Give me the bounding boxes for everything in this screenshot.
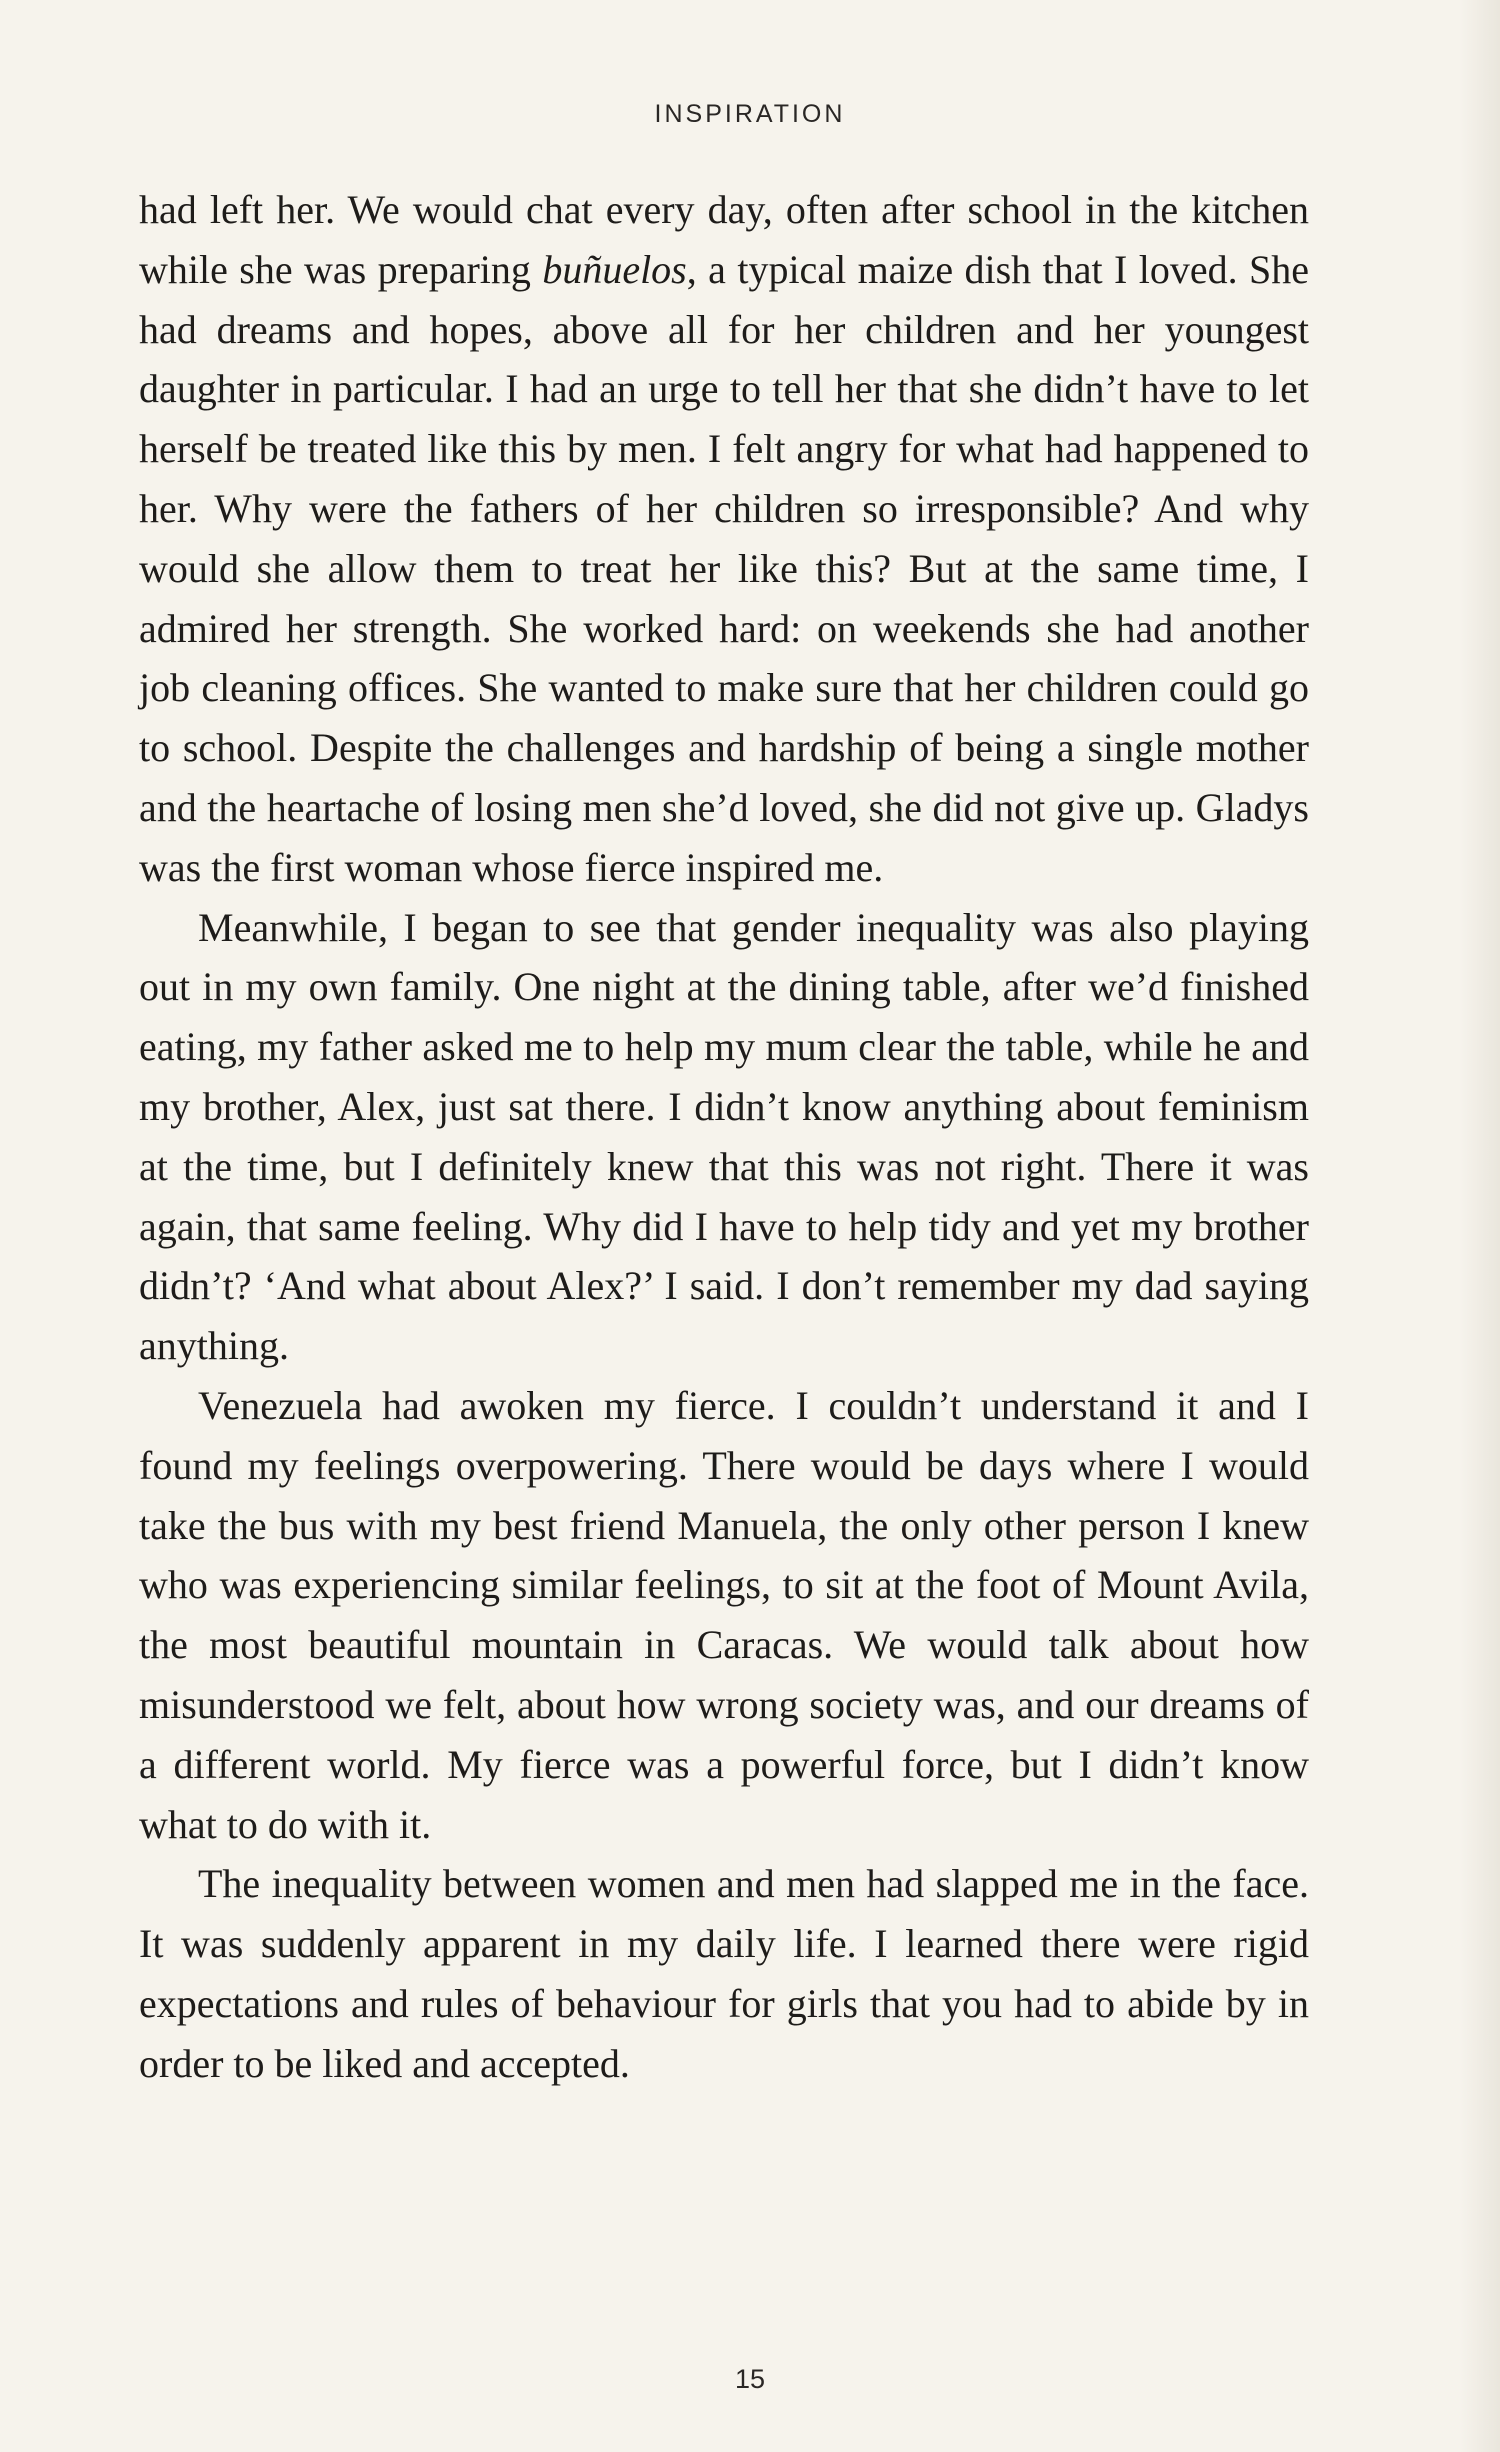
paragraph-1 [139, 180, 1309, 898]
italic-term: buñuelos [542, 246, 687, 292]
running-header: INSPIRATION [654, 100, 846, 128]
paragraph-1-text-end: , a typical maize dish that I loved. She had dreams and hopes, above all for her children and her youngest daughter in particular. I had an urge to tell her that she didn’t have to let herself be treated like this by men. I felt angry for what had happened to her. Why were the fathers of her children so irresponsible? And why would she allow them to treat her like this? But at the same time, I admired her strength. She worked hard: on weekends she had another job cleaning offices. She wanted to make sure that her children could go to school. Despite the challenges and hardship of being a single mother and the heartache of losing men she’d loved, she did not give up. Gladys was the first woman whose fierce inspired me. [139, 246, 1309, 890]
paragraph-3: Venezuela had awoken my fierce. I couldn’t understand it and I found my feelings overpowering. There would be days where I would take the bus with my best friend Manuela, the only other person I knew who was experiencing similar feelings, to sit at the foot of Mount Avila, the most beautiful mountain in Caracas. We would talk about how misunderstood we felt, about how wrong society was, and our dreams of a different world. My fierce was a powerful force, but I didn’t know what to do with it. [139, 1382, 1309, 1847]
paragraph-2: Meanwhile, I began to see that gender inequality was also playing out in my own family. One night at the dining table, after we’d finished eating, my father asked me to help my mum clear the table, while he and my brother, Alex, just sat there. I didn’t know anything about feminism at the time, but I definitely knew that this was not right. There it was again, that same feeling. Why did I have to help tidy and yet my brother didn’t? ‘And what about Alex?’ I said. I don’t remember my dad saying anything. [139, 904, 1309, 1369]
paragraph-4: The inequality between women and men had slapped me in the face. It was suddenly apparent in my daily life. I learned there were rigid expectations and rules of behaviour for girls that you had to abide by in order to be liked and accepted. [139, 1861, 1309, 2086]
body-text [139, 180, 1309, 2094]
page-edge-shadow [1460, 0, 1500, 2452]
paragraph-1-text-start: had left her. We would chat every day, often after school in the kitchen while she was preparing [139, 187, 1309, 292]
page-number: 15 [734, 2364, 766, 2394]
